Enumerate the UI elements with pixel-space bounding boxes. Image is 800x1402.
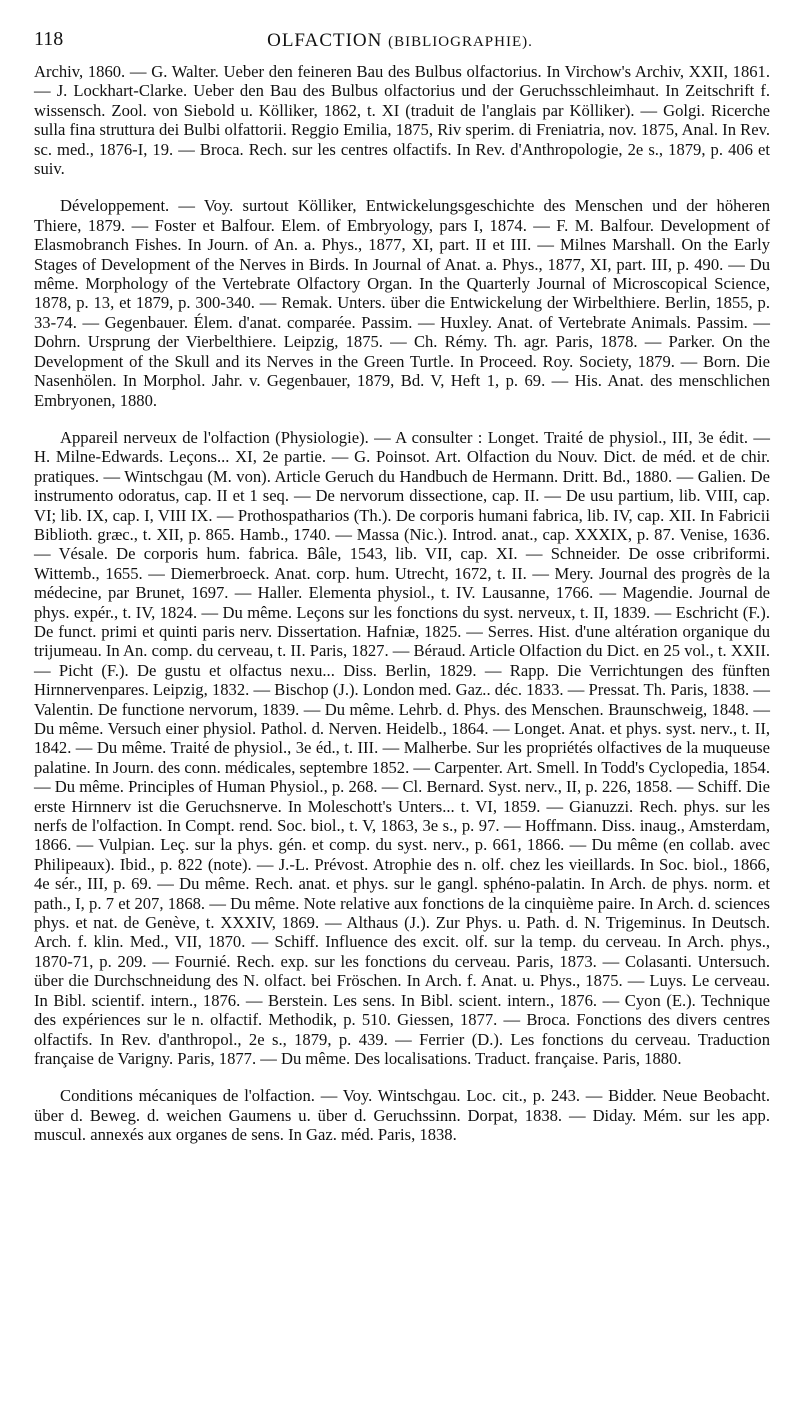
bibliography-paragraph-developpement: Développement. — Voy. surtout Kölliker, Entwickelungsgeschichte des Menschen und der höheren Thiere, 1879. — Foster et Balfour. Elem. of Embryology, pars I, 1874. — F. M. Balfour. Development of Elasmobranch Fishes. In Journ. of An. a. Phys., 1877, XI, part. II et III. — Milnes Marshall. On the Early Stages of Development of the Nerves in Birds. In Journal of Anat. a. Phys., 1877, XI, part. III, p. 490. — Du même. Morphology of the Vertebrate Olfactory Organ. In the Quarterly Journal of Microscopical Science, 1878, p. 13, et 1879, p. 300-340. — Remak. Unters. über die Entwickelung der Wirbelthiere. Berlin, 1855, p. 33-74. — Gegenbauer. Élem. d'anat. comparée. Passim. — Huxley. Anat. of Vertebrate Animals. Passim. — Dohrn. Ursprung der Vierbelthiere. Leipzig, 1875. — Ch. Rémy. Th. agr. Paris, 1878. — Parker. On the Development of the Skull and its Nerves in the Green Turtle. In Proceed. Roy. Society, 1879. — Born. Die Nasenhölen. In Morphol. Jahr. v. Gegenbauer, 1879, Bd. V, Heft 1, p. 69. — His. Anat. des menschlichen Embryonen, 1880. xyxy=(34,196,770,410)
section-subtitle: (BIBLIOGRAPHIE). xyxy=(388,34,533,50)
page-number: 118 xyxy=(34,28,64,50)
section-title: OLFACTION xyxy=(267,30,383,51)
running-header xyxy=(34,22,766,58)
bibliography-paragraph-conditions: Conditions mécaniques de l'olfaction. — Voy. Wintschgau. Loc. cit., p. 243. — Bidder. Neue Beobacht. über d. Beweg. d. weichen Gaumens u. über d. Geruchssinn. Dorpat, 1838. — Diday. Mém. sur les app. muscul. annexés aux organes de sens. In Gaz. méd. Paris, 1838. xyxy=(34,1086,770,1145)
bibliography-paragraph-physiologie: Appareil nerveux de l'olfaction (Physiologie). — A consulter : Longet. Traité de physiol., III, 3e édit. — H. Milne-Edwards. Leçons... XI, 2e partie. — G. Poinsot. Art. Olfaction du Nouv. Dict. de méd. et de chir. pratiques. — Wintschgau (M. von). Article Geruch du Handbuch de Hermann. Dritt. Bd., 1880. — Galien. De instrumento odoratus, cap. II et 1 seq. — De nervorum dissectione, cap. II. — De usu partium, lib. VIII, cap. VI; lib. IX, cap. I, VIII IX. — Prothospatharios (Th.). De corporis humani fabrica, lib. IV, cap. XII. In Fabricii Biblioth. græc., t. XII, p. 865. Hamb., 1740. — Massa (Nic.). Introd. anat., cap. XXXIX, p. 87. Venise, 1636. — Vésale. De corporis hum. fabrica. Bâle, 1543, lib. VII, cap. XI. — Schneider. De osse cribriformi. Wittemb., 1655. — Diemerbroeck. Anat. corp. hum. Utrecht, 1672, t. II. — Mery. Journal des progrès de la médecine, par Brunet, 1697. — Haller. Elementa physiol., t. IV. Lausanne, 1766. — Magendie. Journal de phys. expér., t. IV, 1824. — Du même. Leçons sur les fonctions du syst. nerveux, t. II, 1839. — Eschricht (F.). De funct. primi et quinti paris nerv. Dissertation. Hafniæ, 1825. — Serres. Hist. d'une altération organique du trijumeau. In An. comp. du cerveau, t. II. Paris, 1827. — Béraud. Article Olfaction du Dict. en 25 vol., t. XXII. — Picht (F.). De gustu et olfactus nexu... Diss. Berlin, 1829. — Rapp. Die Verrichtungen des fünften Hirnnervenpares. Leipzig, 1832. — Bischop (J.). London med. Gaz.. déc. 1833. — Pressat. Th. Paris, 1838. — Valentin. De functione nervorum, 1839. — Du même. Lehrb. d. Phys. des Menschen. Braunschweig, 1848. — Du même. Versuch einer physiol. Pathol. d. Nerven. Heidelb., 1864. — Longet. Anat. et phys. syst. nerv., t. II, 1842. — Du même. Traité de physiol., 3e éd., t. III. — Malherbe. Sur les propriétés olfactives de la muqueuse palatine. In Journ. des conn. médicales, septembre 1852. — Carpenter. Art. Smell. In Todd's Cyclopedia, 1854. — Du même. Principles of Human Physiol., p. 268. — Cl. Bernard. Syst. nerv., II, p. 226, 1858. — Schiff. Die erste Hirnnerv ist die Geruchsnerve. In Moleschott's Unters... t. VI, 1859. — Gianuzzi. Rech. phys. sur les nerfs de l'olfaction. In Compt. rend. Soc. biol., t. V, 1863, 3e s., p. 97. — Hoffmann. Diss. inaug., Amsterdam, 1866. — Vulpian. Leç. sur la phys. gén. et comp. du syst. nerv., p. 661, 1866. — Du même (en collab. avec Philipeaux). Ibid., p. 822 (note). — J.-L. Prévost. Atrophie des n. olf. chez les vieillards. In Soc. biol., 1866, 4e sér., III, p. 69. — Du même. Rech. anat. et phys. sur le gangl. sphéno-palatin. In Arch. de phys. norm. et path., I, p. 7 et 207, 1868. — Du même. Note relative aux fonctions de la cinquième paire. In Arch. d. sciences phys. et nat. de Genève, t. XXXIV, 1869. — Althaus (J.). Zur Phys. u. Path. d. N. Trigeminus. In Deutsch. Arch. f. klin. Med., VII, 1870. — Schiff. Influence des excit. olf. sur la temp. du cerveau. In Arch. phys., 1870-71, p. 209. — Fournié. Rech. exp. sur les fonctions du cerveau. Paris, 1873. — Colasanti. Untersuch. über die Durchschneidung des N. olfact. bei Fröschen. In Arch. f. Anat. u. Phys., 1875. — Luys. Le cerveau. In Bibl. scientif. intern., 1876. — Berstein. Les sens. In Bibl. scient. intern., 1876. — Cyon (E.). Technique des expériences sur le n. olfactif. Methodik, p. 510. Giessen, 1877. — Broca. Fonctions des divers centres olfactifs. In Rev. d'anthropol., 2e s., 1879, p. 439. — Ferrier (D.). Les fonctions du cerveau. Traduction française de Varigny. Paris, 1877. — Du même. Des localisations. Traduct. française. Paris, 1880. xyxy=(34,427,770,1068)
bibliography-text xyxy=(34,62,770,1145)
running-title xyxy=(34,30,766,52)
bibliography-paragraph-continuation: Archiv, 1860. — G. Walter. Ueber den feineren Bau des Bulbus olfactorius. In Virchow's Archiv, XXII, 1861. — J. Lockhart-Clarke. Ueber den Bau des Bulbus olfactorius und der Geruchsschleimhaut. In Zeitschrift f. wissensch. Zool. von Siebold u. Kölliker, 1862, t. XI (traduit de l'anglais par Kölliker). — Golgi. Ricerche sulla fina struttura dei Bulbi olfattorii. Reggio Emilia, 1875, Riv sperim. di Freniatria, nov. 1875, Anal. In Rev. sc. med., 1876-I, 19. — Broca. Rech. sur les centres olfactifs. In Rev. d'Anthropologie, 2e s., 1879, p. 406 et suiv. xyxy=(34,62,770,179)
